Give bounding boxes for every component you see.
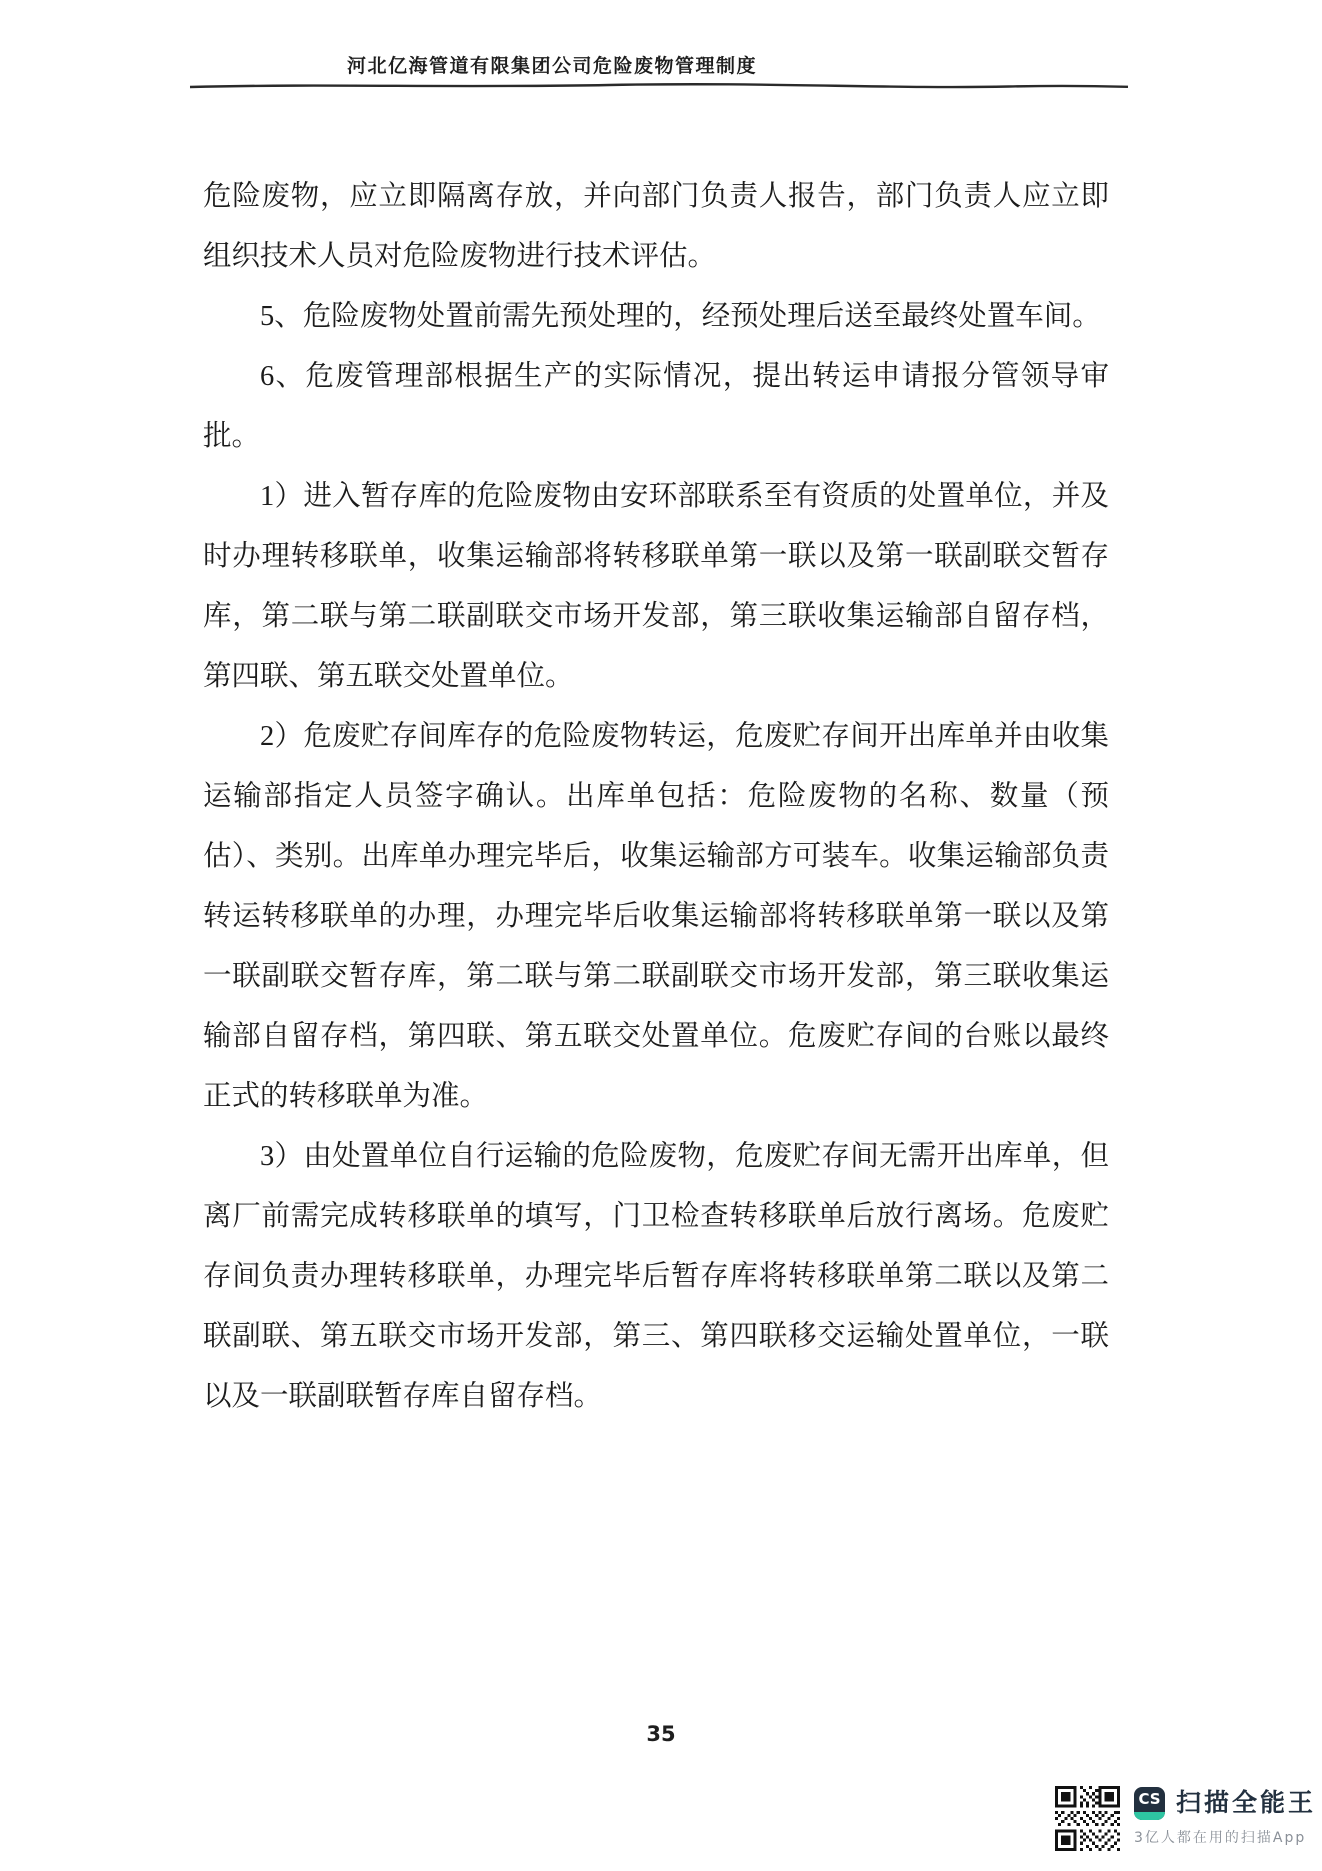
page-header-title: 河北亿海管道有限集团公司危险废物管理制度: [346, 56, 758, 77]
camscanner-logo-teal-bar: [1134, 1812, 1165, 1820]
paragraph: 5、危险废物处置前需先预处理的，经预处理后送至最终处置车间。: [260, 301, 1101, 332]
camscanner-logo-text: CS: [1138, 1790, 1161, 1808]
scanner-app-name: 扫描全能王: [1176, 1788, 1317, 1817]
paragraph: 2）危废贮存间库存的危险废物转运，危废贮存间开出库单并由收集运输部指定人员签字确认。出库单包括：危险废物的名称、数量（预估）、类别。出库单办理完毕后，收集运输部方可装车。收集运输部负责转运转移联单的办理，办理完毕后收集运输部将转移联单第一联以及第一联副联交暂存库，第二联与第二联副联交市场开发部，第三联收集运输部自留存档，第四联、第五联交处置单位。危废贮存间的台账以最终正式的转移联单为准。: [203, 721, 1109, 1112]
qr-code-icon: [1055, 1786, 1120, 1851]
paragraph: 1）进入暂存库的危险废物由安环部联系至有资质的处置单位，并及时办理转移联单，收集运输部将转移联单第一联以及第一联副联交暂存库，第二联与第二联副联交市场开发部，第三联收集运输部自留存档，第四联、第五联交处置单位。: [203, 481, 1109, 692]
page-number: 35: [646, 1722, 676, 1746]
scanner-app-tagline: 3亿人都在用的扫描App: [1134, 1830, 1307, 1846]
paragraph: 危险废物，应立即隔离存放，并向部门负责人报告，部门负责人应立即组织技术人员对危险废物进行技术评估。: [203, 181, 1109, 272]
header-divider-line: [189, 79, 1129, 91]
document-body: [203, 167, 1109, 1427]
paragraph: 3）由处置单位自行运输的危险废物，危废贮存间无需开出库单，但离厂前需完成转移联单的填写，门卫检查转移联单后放行离场。危废贮存间负责办理转移联单，办理完毕后暂存库将转移联单第二联以及第二联副联、第五联交市场开发部，第三、第四联移交运输处置单位，一联以及一联副联暂存库自留存档。: [203, 1141, 1109, 1412]
paragraph: 6、危废管理部根据生产的实际情况，提出转运申请报分管领导审批。: [203, 361, 1109, 452]
camscanner-logo-icon: [1134, 1787, 1165, 1820]
